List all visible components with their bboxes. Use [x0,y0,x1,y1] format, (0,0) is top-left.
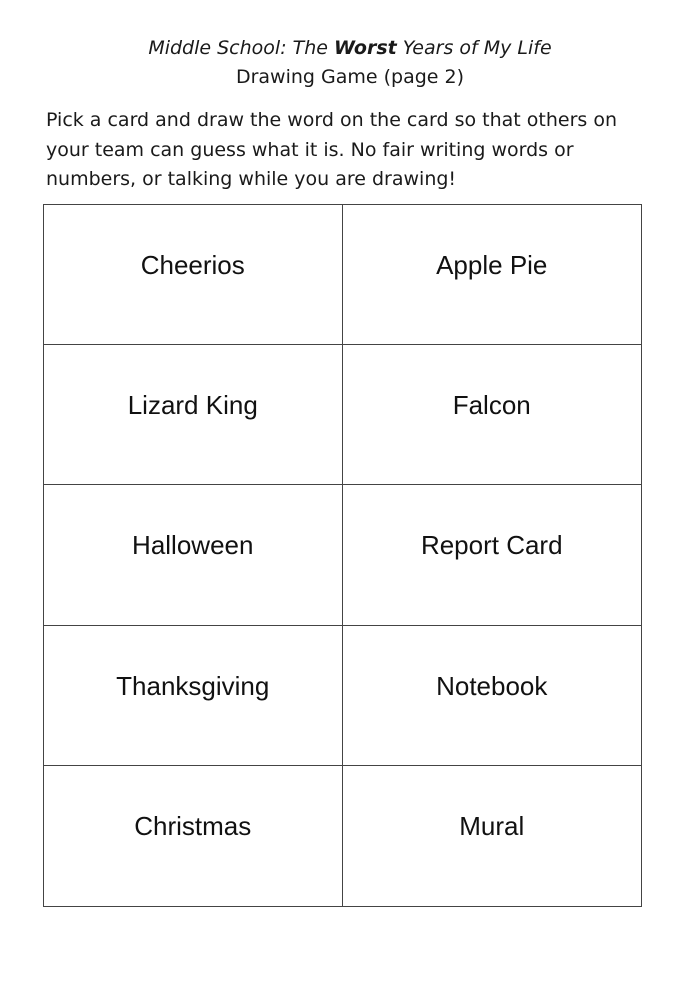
card-halloween [44,485,343,625]
card-lizard-king [44,345,343,485]
card-grid [43,204,642,907]
card-word: Notebook [436,670,548,701]
card-word: Thanksgiving [116,670,270,701]
card-notebook [343,626,642,766]
card-mural [343,766,642,906]
card-word: Christmas [134,810,252,841]
document-subtitle: Drawing Game (page 2) [235,66,465,88]
instructions-text: Pick a card and draw the word on the card so that others on your team can guess what it is. No fair writing words or numbers, or talking while you are drawing! [46,109,618,190]
card-word: Falcon [452,390,531,421]
card-christmas [44,766,343,906]
card-word: Halloween [132,530,254,561]
card-word: Cheerios [140,250,245,280]
card-word: Mural [459,810,525,841]
card-word: Lizard King [127,390,258,421]
title-suffix: Years of My Life [396,37,552,59]
card-falcon [343,345,642,485]
card-report-card [343,485,642,625]
card-word: Report Card [420,530,563,561]
title-prefix: Middle School: The [148,37,335,59]
card-word: Apple Pie [436,250,548,280]
card-apple-pie [343,205,642,345]
card-cheerios [44,205,343,345]
title-emphasis: Worst [334,37,397,59]
document-title [0,34,700,62]
card-thanksgiving [44,626,343,766]
